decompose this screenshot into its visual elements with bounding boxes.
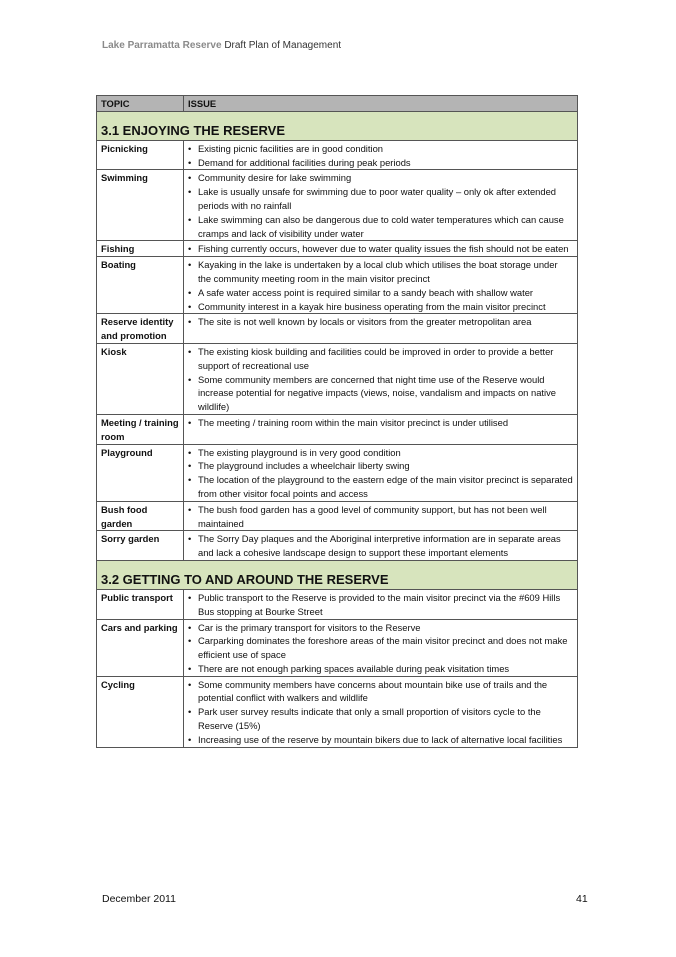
issue-text: Fishing currently occurs, however due to water quality issues the fish should not be eaten bbox=[198, 243, 569, 255]
issue-cell bbox=[184, 444, 578, 501]
bullet-icon: • bbox=[188, 156, 192, 168]
bullet-icon: • bbox=[188, 416, 192, 428]
section-title: 3.1 ENJOYING THE RESERVE bbox=[97, 111, 578, 140]
issue-text: The meeting / training room within the main visitor precinct is under utilised bbox=[198, 416, 509, 428]
bullet-icon: • bbox=[188, 186, 192, 198]
issue-bullet bbox=[188, 532, 573, 560]
issue-text: Lake is usually unsafe for swimming due to poor water quality – only ok after extended periods with no rainfall bbox=[198, 186, 557, 211]
issue-text: The bush food garden has a good level of community support, but has not been well maintained bbox=[198, 503, 547, 529]
bullet-icon: • bbox=[188, 460, 192, 472]
issue-bullet bbox=[188, 286, 573, 300]
table-row bbox=[97, 140, 578, 170]
table-row bbox=[97, 241, 578, 257]
bullet-icon: • bbox=[188, 213, 192, 225]
issue-text: Community desire for lake swimming bbox=[198, 172, 352, 184]
bullet-icon: • bbox=[188, 373, 192, 385]
issue-cell bbox=[184, 531, 578, 561]
topic-cell: Cycling bbox=[97, 676, 184, 747]
header-title: Draft Plan of Management bbox=[224, 40, 342, 51]
issue-cell bbox=[184, 343, 578, 414]
bullet-icon: • bbox=[188, 446, 192, 458]
bullet-icon: • bbox=[188, 621, 192, 633]
issue-text: Demand for additional facilities during peak periods bbox=[198, 156, 411, 168]
issue-cell bbox=[184, 314, 578, 344]
issue-bullet bbox=[188, 416, 573, 430]
issue-bullet bbox=[188, 142, 573, 156]
bullet-icon: • bbox=[188, 635, 192, 647]
issue-bullet bbox=[188, 446, 573, 460]
topic-cell: Sorry garden bbox=[97, 531, 184, 561]
table-row bbox=[97, 676, 578, 747]
issue-bullet bbox=[188, 621, 573, 635]
issue-text: Community interest in a kayak hire business operating from the main visitor precinct bbox=[198, 300, 546, 312]
issue-cell bbox=[184, 589, 578, 619]
section-row bbox=[97, 560, 578, 589]
issue-bullet bbox=[188, 473, 573, 501]
table-row bbox=[97, 414, 578, 444]
column-header-issue: ISSUE bbox=[184, 96, 578, 112]
issue-text: The playground includes a wheelchair liberty swing bbox=[198, 460, 410, 472]
table-body bbox=[97, 111, 578, 747]
table-row bbox=[97, 444, 578, 501]
bullet-icon: • bbox=[188, 316, 192, 328]
table-row bbox=[97, 257, 578, 314]
issue-text: The existing playground is in very good condition bbox=[198, 446, 401, 458]
issue-bullet bbox=[188, 733, 573, 747]
issue-bullet bbox=[188, 300, 573, 314]
page-number: 41 bbox=[576, 893, 588, 905]
topic-cell: Fishing bbox=[97, 241, 184, 257]
bullet-icon: • bbox=[188, 259, 192, 271]
issue-text: Carparking dominates the foreshore areas of the main visitor precinct and does not make efficient use of space bbox=[198, 635, 568, 661]
topic-cell: Public transport bbox=[97, 589, 184, 619]
table-row bbox=[97, 501, 578, 531]
issue-text: Existing picnic facilities are in good condition bbox=[198, 142, 383, 154]
table-row bbox=[97, 531, 578, 561]
issue-text: Some community members are concerned that night time use of the Reserve would increase potential for negative impacts (views, noise, vandalism and impacts on native wildlife) bbox=[198, 373, 556, 413]
issue-cell bbox=[184, 140, 578, 170]
issue-bullet bbox=[188, 185, 573, 213]
table-row bbox=[97, 589, 578, 619]
topic-cell: Boating bbox=[97, 257, 184, 314]
bullet-icon: • bbox=[188, 678, 192, 690]
issue-bullet bbox=[188, 171, 573, 185]
running-header bbox=[102, 40, 341, 51]
bullet-icon: • bbox=[188, 662, 192, 674]
issue-text: Public transport to the Reserve is provided to the main visitor precinct via the #609 Hills Bus stopping at Bourke Street bbox=[198, 591, 561, 617]
issue-cell bbox=[184, 501, 578, 531]
topic-cell: Cars and parking bbox=[97, 619, 184, 676]
issue-bullet bbox=[188, 156, 573, 170]
table-row bbox=[97, 343, 578, 414]
issue-text: Kayaking in the lake is undertaken by a local club which utilises the boat storage under the community meeting room in the main visitor precinct bbox=[198, 259, 558, 284]
topic-cell: Playground bbox=[97, 444, 184, 501]
issue-bullet bbox=[188, 503, 573, 531]
topic-cell: Meeting / training room bbox=[97, 414, 184, 444]
bullet-icon: • bbox=[188, 533, 192, 545]
issue-cell bbox=[184, 241, 578, 257]
issue-text: The Sorry Day plaques and the Aboriginal interpretive information are in separate areas and lack a cohesive landscape design to support these important elements bbox=[198, 533, 561, 559]
table-row bbox=[97, 170, 578, 241]
topic-cell: Picnicking bbox=[97, 140, 184, 170]
bullet-icon: • bbox=[188, 286, 192, 298]
bullet-icon: • bbox=[188, 300, 192, 312]
bullet-icon: • bbox=[188, 345, 192, 357]
issue-text: Some community members have concerns about mountain bike use of trails and the potential conflict with walkers and wildlife bbox=[198, 678, 548, 704]
issue-bullet bbox=[188, 705, 573, 733]
issue-bullet bbox=[188, 678, 573, 706]
table-row bbox=[97, 619, 578, 676]
issue-text: The site is not well known by locals or visitors from the greater metropolitan area bbox=[198, 316, 532, 328]
bullet-icon: • bbox=[188, 243, 192, 255]
topic-cell: Bush food garden bbox=[97, 501, 184, 531]
bullet-icon: • bbox=[188, 706, 192, 718]
issue-bullet bbox=[188, 345, 573, 373]
footer-date: December 2011 bbox=[102, 893, 176, 905]
issue-cell bbox=[184, 414, 578, 444]
table-row bbox=[97, 314, 578, 344]
issue-text: A safe water access point is required similar to a sandy beach with shallow water bbox=[198, 286, 534, 298]
bullet-icon: • bbox=[188, 733, 192, 745]
issue-bullet bbox=[188, 459, 573, 473]
issue-text: Lake swimming can also be dangerous due to cold water temperatures which can cause cramps and lack of visibility under water bbox=[198, 213, 564, 239]
issue-bullet bbox=[188, 662, 573, 676]
section-row bbox=[97, 111, 578, 140]
issue-text: Park user survey results indicate that only a small proportion of visitors cycle to the Reserve (15%) bbox=[198, 706, 541, 732]
issue-cell bbox=[184, 257, 578, 314]
table-header-row bbox=[97, 96, 578, 112]
issue-cell bbox=[184, 619, 578, 676]
topic-cell: Kiosk bbox=[97, 343, 184, 414]
issue-bullet bbox=[188, 258, 573, 286]
issue-bullet bbox=[188, 213, 573, 241]
bullet-icon: • bbox=[188, 503, 192, 515]
bullet-icon: • bbox=[188, 591, 192, 603]
issue-bullet bbox=[188, 373, 573, 414]
issue-text: Car is the primary transport for visitors to the Reserve bbox=[198, 621, 421, 633]
topic-cell: Swimming bbox=[97, 170, 184, 241]
section-title: 3.2 GETTING TO AND AROUND THE RESERVE bbox=[97, 560, 578, 589]
issues-table bbox=[96, 95, 578, 748]
issue-bullet bbox=[188, 315, 573, 329]
column-header-topic: TOPIC bbox=[97, 96, 184, 112]
issue-bullet bbox=[188, 634, 573, 662]
header-brand: Lake Parramatta Reserve bbox=[102, 40, 222, 51]
issue-bullet bbox=[188, 591, 573, 619]
issue-bullet bbox=[188, 242, 573, 256]
issue-text: Increasing use of the reserve by mountain bikers due to lack of alternative local facilities bbox=[198, 733, 563, 745]
bullet-icon: • bbox=[188, 142, 192, 154]
issue-text: The existing kiosk building and facilities could be improved in order to provide a better support of recreational use bbox=[198, 345, 554, 371]
issue-text: There are not enough parking spaces available during peak visitation times bbox=[198, 662, 510, 674]
bullet-icon: • bbox=[188, 474, 192, 486]
issue-cell bbox=[184, 170, 578, 241]
issue-cell bbox=[184, 676, 578, 747]
bullet-icon: • bbox=[188, 172, 192, 184]
topic-cell: Reserve identity and promotion bbox=[97, 314, 184, 344]
issue-text: The location of the playground to the eastern edge of the main visitor precinct is separated from other visitor focal points and access bbox=[198, 474, 573, 499]
